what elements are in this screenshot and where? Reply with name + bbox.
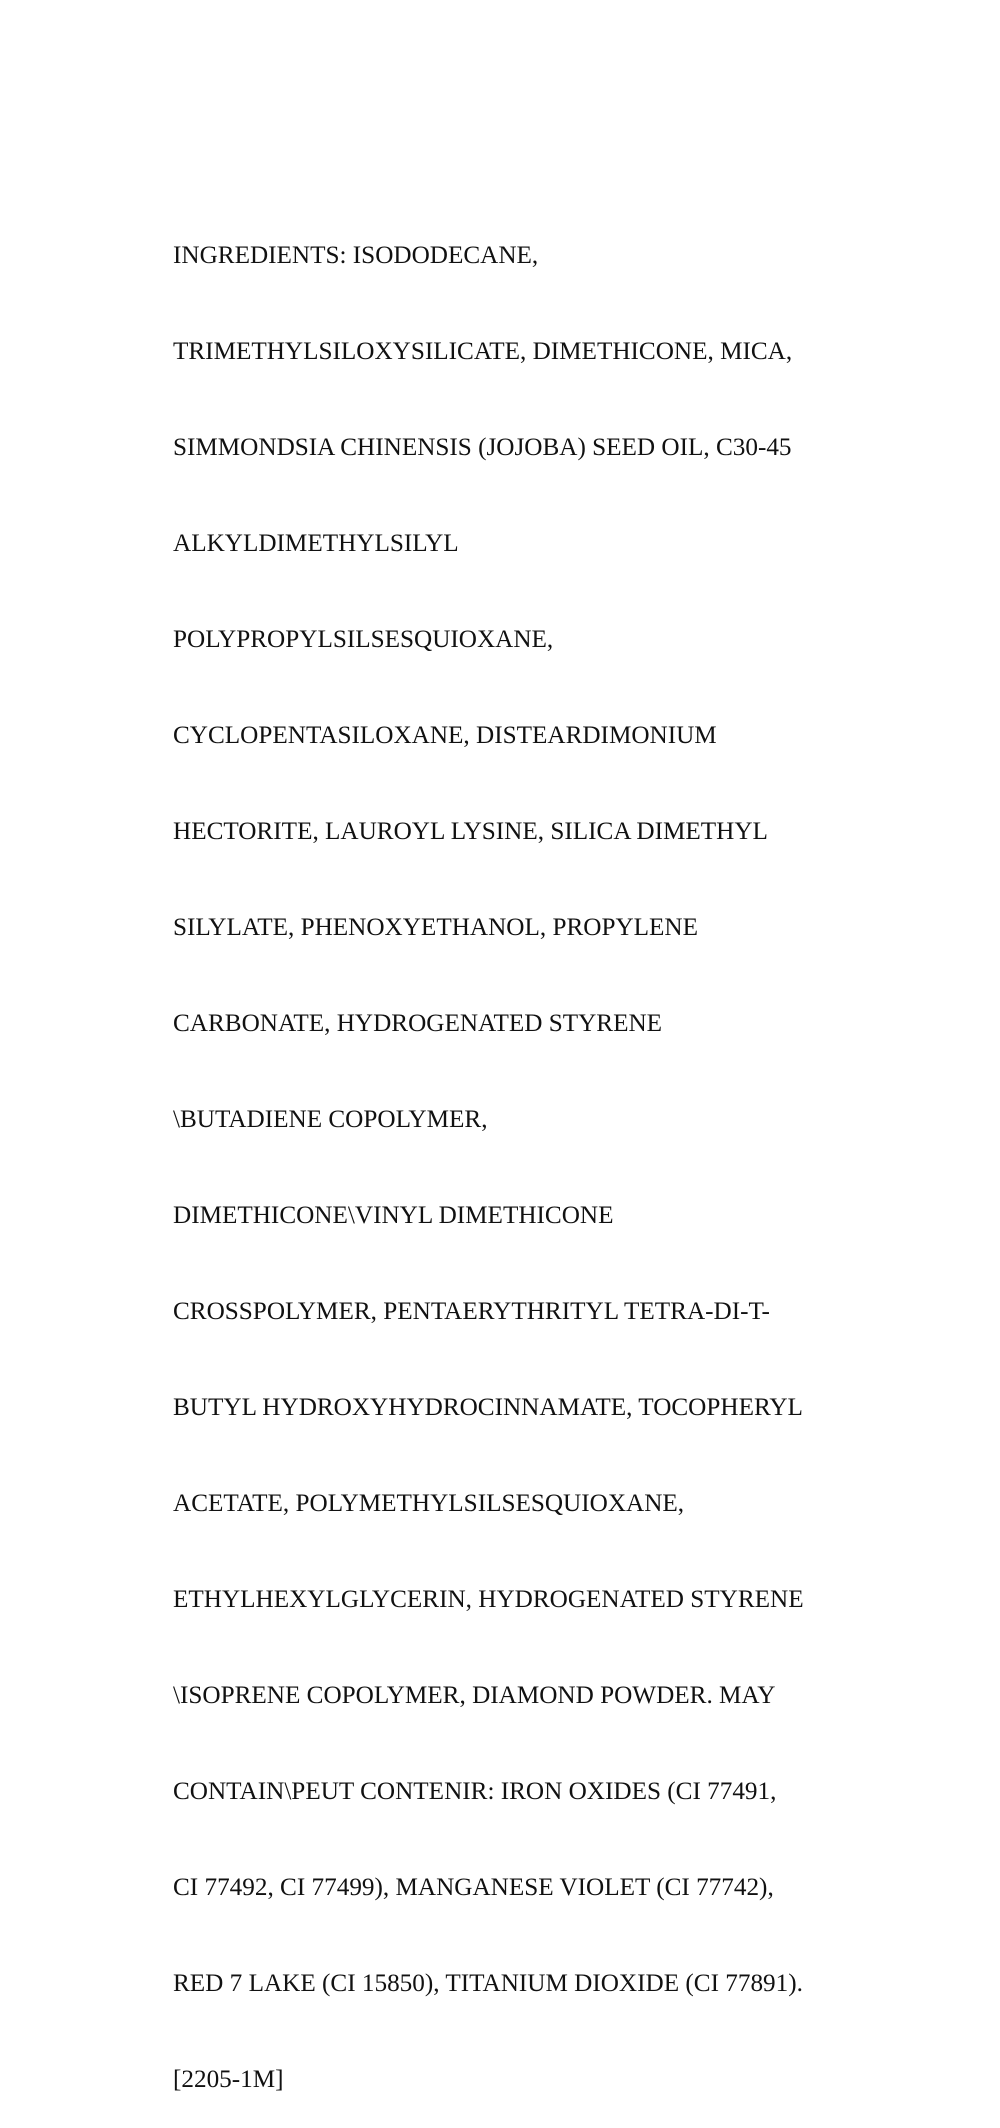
ingredients-line: CI 77492, CI 77499), MANGANESE VIOLET (CI 77742), — [173, 1874, 774, 1901]
ingredients-line: ALKYLDIMETHYLSILYL — [173, 530, 459, 557]
ingredients-line: POLYPROPYLSILSESQUIOXANE, — [173, 626, 554, 653]
ingredients-line: DIMETHICONE\VINYL DIMETHICONE — [173, 1202, 614, 1229]
batch-code: [2205-1M] — [173, 2066, 284, 2093]
ingredients-line: HECTORITE, LAUROYL LYSINE, SILICA DIMETHYL — [173, 818, 768, 845]
ingredients-line: BUTYL HYDROXYHYDROCINNAMATE, TOCOPHERYL — [173, 1394, 803, 1421]
ingredients-line: RED 7 LAKE (CI 15850), TITANIUM DIOXIDE (CI 77891). — [173, 1970, 803, 1997]
ingredients-line: INGREDIENTS: ISODODECANE, — [173, 242, 539, 269]
ingredients-line: CONTAIN\PEUT CONTENIR: IRON OXIDES (CI 77491, — [173, 1778, 777, 1805]
ingredients-line: CROSSPOLYMER, PENTAERYTHRITYL TETRA-DI-T- — [173, 1298, 770, 1325]
ingredients-line: CYCLOPENTASILOXANE, DISTEARDIMONIUM — [173, 722, 717, 749]
ingredients-line: \BUTADIENE COPOLYMER, — [173, 1106, 488, 1133]
ingredients-line: CARBONATE, HYDROGENATED STYRENE — [173, 1010, 663, 1037]
ingredients-line: \ISOPRENE COPOLYMER, DIAMOND POWDER. MAY — [173, 1682, 776, 1709]
ingredients-line: ACETATE, POLYMETHYLSILSESQUIOXANE, — [173, 1490, 685, 1517]
ingredients-line: TRIMETHYLSILOXYSILICATE, DIMETHICONE, MICA, — [173, 338, 793, 365]
ingredients-text — [173, 176, 873, 2128]
ingredients-line: SIMMONDSIA CHINENSIS (JOJOBA) SEED OIL, C30-45 — [173, 434, 792, 461]
ingredients-line: ETHYLHEXYLGLYCERIN, HYDROGENATED STYRENE — [173, 1586, 804, 1613]
ingredients-line: SILYLATE, PHENOXYETHANOL, PROPYLENE — [173, 914, 698, 941]
